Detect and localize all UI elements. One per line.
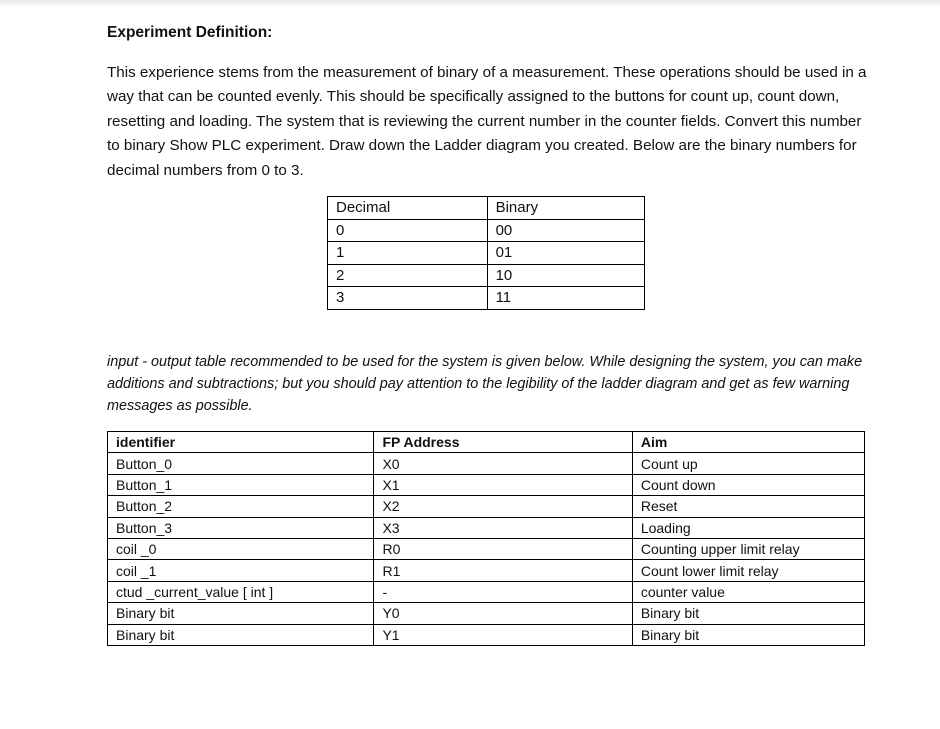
address-cell: X0 (374, 453, 632, 474)
table-row (108, 474, 865, 495)
address-cell: R0 (374, 538, 632, 559)
table-row (108, 496, 865, 517)
column-header-binary: Binary (487, 197, 644, 220)
table-row (108, 581, 865, 602)
aim-cell: counter value (632, 581, 864, 602)
page-top-shadow (0, 0, 940, 8)
column-header-decimal: Decimal (328, 197, 488, 220)
address-cell: - (374, 581, 632, 602)
identifier-cell: Button_2 (108, 496, 374, 517)
table-row (328, 287, 645, 310)
aim-cell: Count down (632, 474, 864, 495)
identifier-cell: coil _0 (108, 538, 374, 559)
table-row (108, 453, 865, 474)
io-assignment-table (107, 431, 865, 646)
table-row (328, 242, 645, 265)
binary-conversion-table (327, 196, 645, 310)
address-cell: X1 (374, 474, 632, 495)
column-header-fp-address: FP Address (374, 432, 632, 453)
identifier-cell: Button_3 (108, 517, 374, 538)
table-header-row (108, 432, 865, 453)
identifier-cell: Binary bit (108, 603, 374, 624)
binary-cell: 10 (487, 264, 644, 287)
address-cell: X2 (374, 496, 632, 517)
binary-cell: 00 (487, 219, 644, 242)
io-table-note: input - output table recommended to be used for the system is given below. While designing the system, you can make additions and subtractions; but you should pay attention to the legibility of the ladder diagram and get as few warning messages as possible. (107, 354, 863, 414)
identifier-cell: Binary bit (108, 624, 374, 645)
binary-cell: 11 (487, 287, 644, 310)
column-header-aim: Aim (632, 432, 864, 453)
table-header-row (328, 197, 645, 220)
aim-cell: Count up (632, 453, 864, 474)
aim-cell: Count lower limit relay (632, 560, 864, 581)
aim-cell: Counting upper limit relay (632, 538, 864, 559)
column-header-identifier: identifier (108, 432, 374, 453)
decimal-cell: 0 (328, 219, 488, 242)
table-row (328, 264, 645, 287)
identifier-cell: Button_1 (108, 474, 374, 495)
table-row (328, 219, 645, 242)
table-row (108, 560, 865, 581)
table-row (108, 517, 865, 538)
decimal-cell: 1 (328, 242, 488, 265)
identifier-cell: ctud _current_value [ int ] (108, 581, 374, 602)
address-cell: Y0 (374, 603, 632, 624)
identifier-cell: coil _1 (108, 560, 374, 581)
table-row (108, 603, 865, 624)
aim-cell: Loading (632, 517, 864, 538)
section-heading: Experiment Definition: (107, 24, 273, 41)
address-cell: Y1 (374, 624, 632, 645)
table-row (108, 624, 865, 645)
decimal-cell: 2 (328, 264, 488, 287)
aim-cell: Binary bit (632, 603, 864, 624)
decimal-cell: 3 (328, 287, 488, 310)
intro-paragraph: This experience stems from the measurement of binary of a measurement. These operations should be used in a way that can be counted evenly. This should be specifically assigned to the buttons for count up, count down, resetting and loading. The system that is reviewing the current number in the counter fields. Convert this number to binary Show PLC experiment. Draw down the Ladder diagram you created. Below are the binary numbers for decimal numbers from 0 to 3. (107, 64, 867, 179)
address-cell: X3 (374, 517, 632, 538)
aim-cell: Binary bit (632, 624, 864, 645)
aim-cell: Reset (632, 496, 864, 517)
table-row (108, 538, 865, 559)
identifier-cell: Button_0 (108, 453, 374, 474)
address-cell: R1 (374, 560, 632, 581)
binary-cell: 01 (487, 242, 644, 265)
